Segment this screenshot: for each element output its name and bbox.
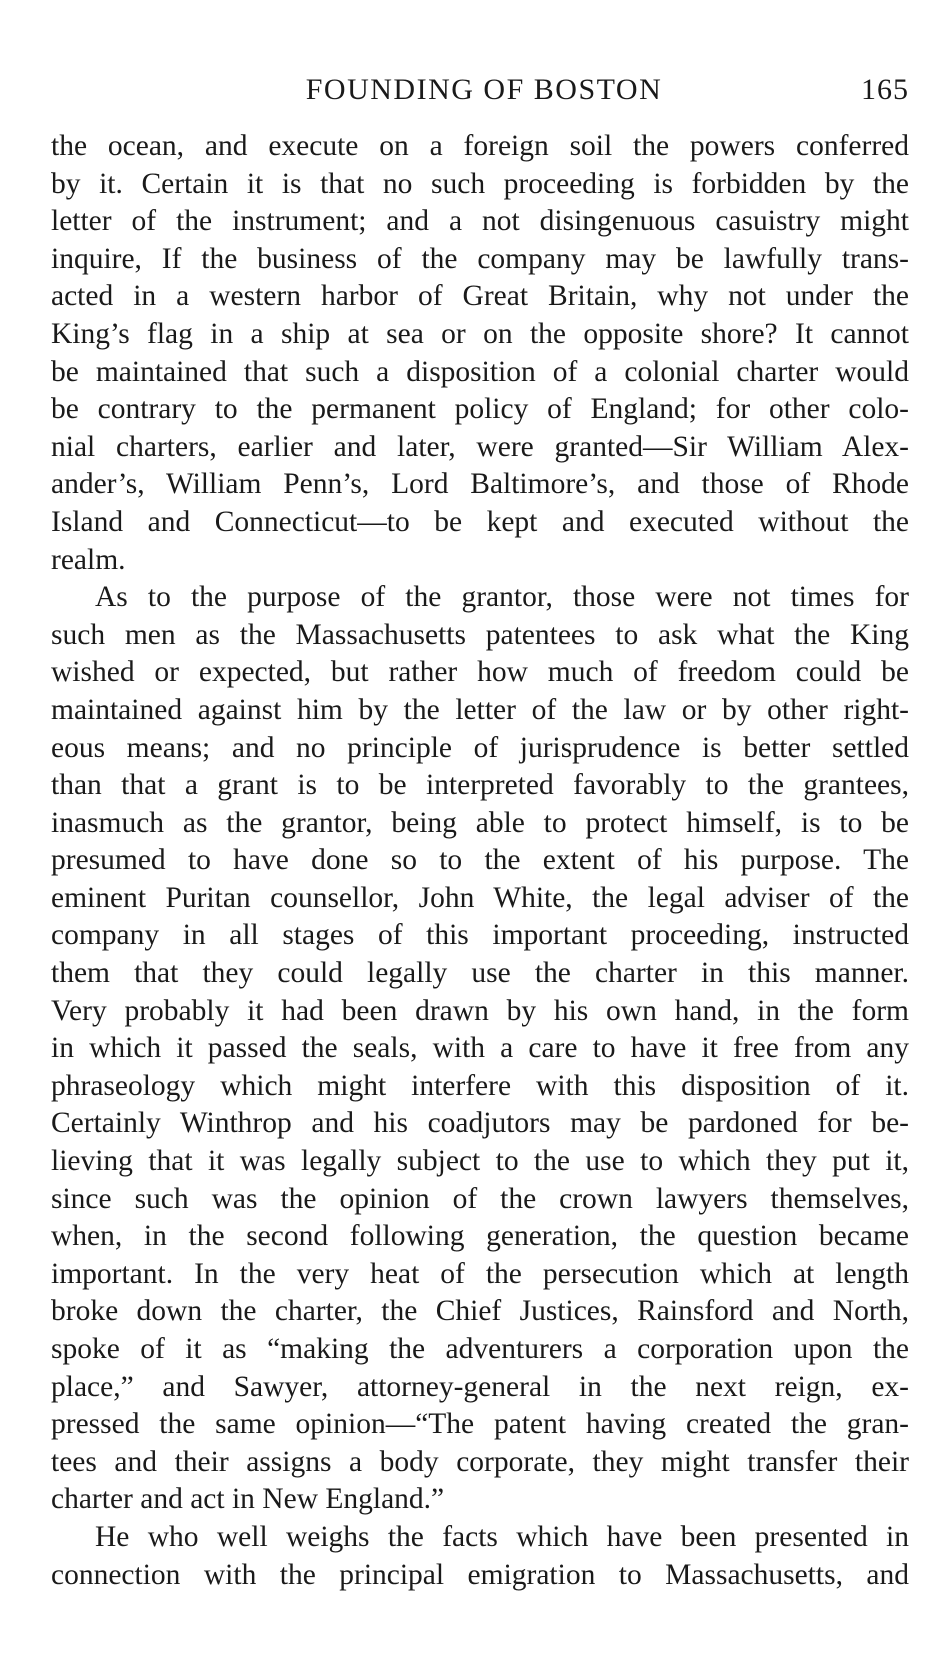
text-line: place,” and Sawyer, attorney-general in the next reign, ex- (51, 1370, 909, 1403)
text-line: company in all stages of this important proceeding, instructed (51, 919, 909, 952)
text-line: Island and Connecticut—to be kept and executed without the (51, 505, 909, 538)
running-head (51, 70, 909, 110)
text-line: be contrary to the permanent policy of England; for other colo- (51, 393, 909, 426)
text-line: them that they could legally use the charter in this manner. (51, 957, 909, 990)
text-line: such men as the Massachusetts patentees to ask what the King (51, 618, 909, 651)
paragraph-3 (51, 1519, 909, 1594)
text-line: connection with the principal emigration to Massachusetts, and (51, 1558, 909, 1591)
text-line: pressed the same opinion—“The patent having created the gran- (51, 1408, 909, 1441)
body-text (51, 128, 909, 1594)
text-line: King’s flag in a ship at sea or on the opposite shore? It cannot (51, 317, 909, 350)
text-line: maintained against him by the letter of the law or by other right- (51, 693, 909, 726)
chapter-title: FOUNDING OF BOSTON (305, 73, 663, 106)
text-line: letter of the instrument; and a not disingenuous casuistry might (51, 205, 909, 238)
text-line: realm. (51, 543, 126, 576)
text-line: As to the purpose of the grantor, those were not times for (95, 581, 909, 614)
paragraph-1 (51, 128, 909, 579)
text-line: phraseology which might interfere with this disposition of it. (51, 1069, 909, 1102)
text-line: He who well weighs the facts which have been presented in (95, 1520, 909, 1553)
text-line: charter and act in New England.” (51, 1483, 445, 1516)
text-line: eminent Puritan counsellor, John White, the legal adviser of the (51, 881, 909, 914)
text-line: broke down the charter, the Chief Justices, Rainsford and North, (51, 1295, 909, 1328)
text-line: in which it passed the seals, with a care to have it free from any (51, 1032, 909, 1065)
text-line: presumed to have done so to the extent of his purpose. The (51, 844, 909, 877)
text-line: important. In the very heat of the persecution which at length (51, 1257, 909, 1290)
text-line: ander’s, William Penn’s, Lord Baltimore’s, and those of Rhode (51, 468, 909, 501)
text-line: lieving that it was legally subject to the use to which they put it, (51, 1145, 909, 1178)
text-line: the ocean, and execute on a foreign soil the powers conferred (51, 130, 909, 162)
text-line: since such was the opinion of the crown lawyers themselves, (51, 1182, 909, 1215)
page-number: 165 (861, 73, 909, 106)
text-line: when, in the second following generation, the question became (51, 1220, 909, 1253)
paragraph-2 (51, 579, 909, 1519)
text-line: spoke of it as “making the adventurers a corporation upon the (51, 1333, 909, 1365)
book-page (51, 70, 909, 1594)
text-line: than that a grant is to be interpreted favorably to the grantees, (51, 769, 909, 802)
text-line: nial charters, earlier and later, were granted—Sir William Alex- (51, 430, 909, 463)
text-line: inquire, If the business of the company may be lawfully trans- (51, 242, 909, 275)
text-line: Very probably it had been drawn by his own hand, in the form (51, 994, 909, 1027)
text-line: wished or expected, but rather how much of freedom could be (51, 656, 909, 689)
text-line: acted in a western harbor of Great Britain, why not under the (51, 280, 909, 313)
text-line: tees and their assigns a body corporate, they might transfer their (51, 1445, 909, 1478)
text-line: Certainly Winthrop and his coadjutors may be pardoned for be- (51, 1107, 909, 1140)
text-line: eous means; and no principle of jurisprudence is better settled (51, 731, 909, 764)
text-line: be maintained that such a disposition of a colonial charter would (51, 355, 909, 388)
text-line: inasmuch as the grantor, being able to protect himself, is to be (51, 806, 909, 839)
text-line: by it. Certain it is that no such proceeding is forbidden by the (51, 167, 909, 200)
